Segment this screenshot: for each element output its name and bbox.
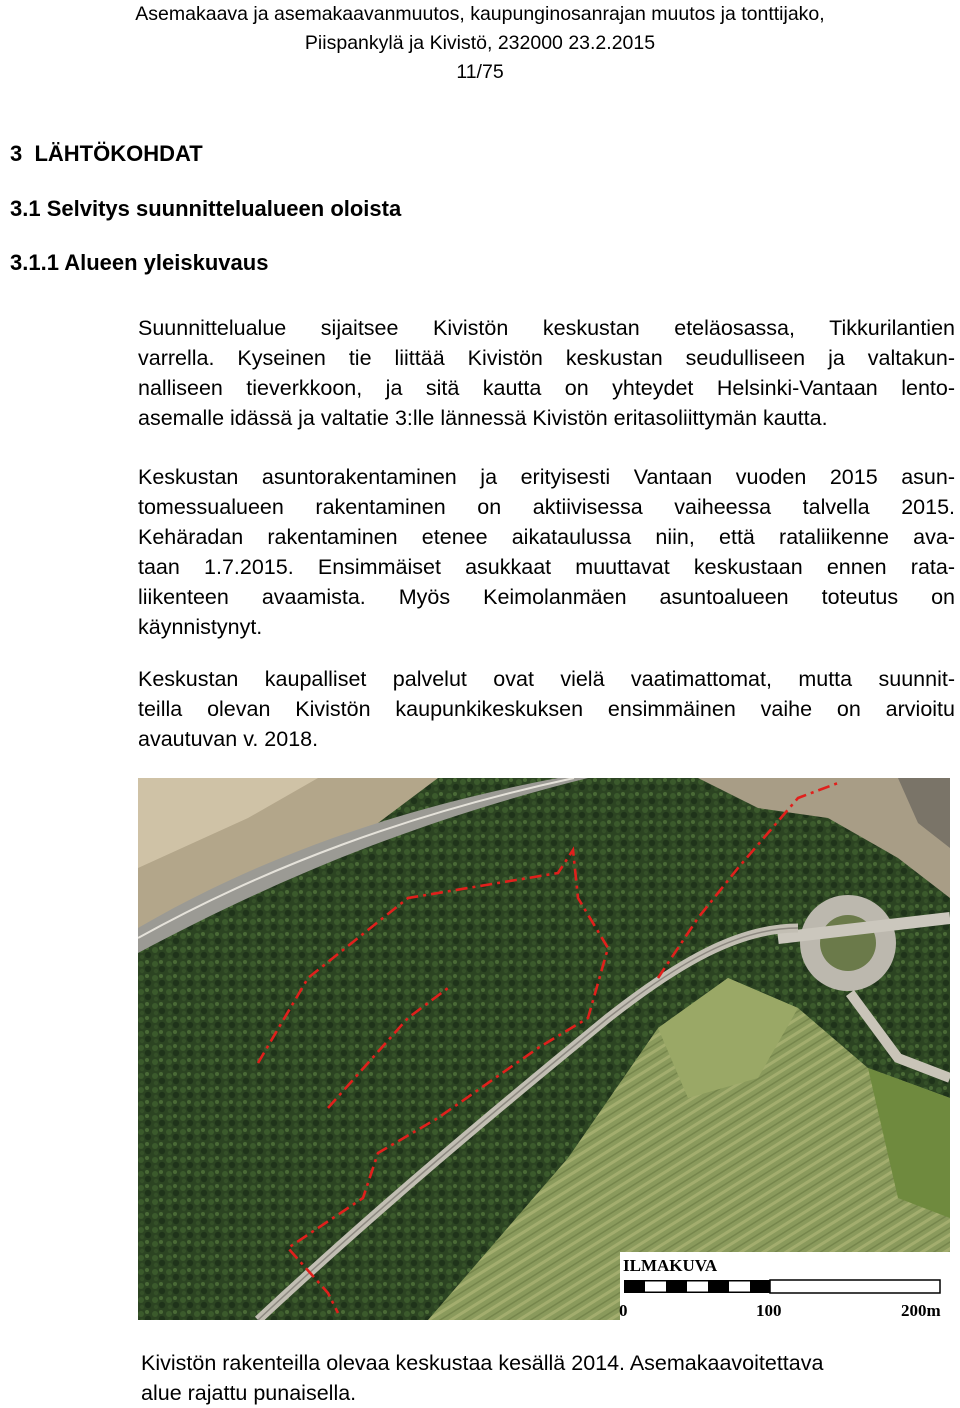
paragraph-line: Keskustan kaupalliset palvelut ovat vielä vaatimattomat, mutta suunnit- [138,667,955,691]
paragraph-line: liikenteen avaamista. Myös Keimolanmäen asuntoalueen toteutus on [138,585,955,609]
paragraph-construction [138,462,955,642]
paragraph-location [138,313,955,433]
page-number: 11/75 [456,61,504,83]
paragraph-line: tomessualueen rakentaminen on aktiivisessa vaiheessa talvella 2015. [138,495,955,519]
heading-yleiskuvaus: 3.1.1 Alueen yleiskuvaus [10,250,269,275]
caption-line: alue rajattu punaisella. [141,1381,357,1405]
scale-label-200m: 200m [901,1301,941,1320]
aerial-photo [138,778,950,1320]
paragraph-line: asemalle idässä ja valtatie 3:lle lännessä Kivistön eritasoliittymän kautta. [138,406,828,430]
paragraph-line: avautuvan v. 2018. [138,727,319,751]
scale-label-0: 0 [619,1301,628,1320]
paragraph-line: Kehäradan rakentaminen etenee aikataulussa niin, että rataliikenne ava- [138,525,955,549]
scale-label-100: 100 [756,1301,782,1320]
paragraph-line: Suunnittelualue sijaitsee Kivistön keskustan eteläosassa, Tikkurilantien [138,316,955,340]
document-header [0,0,960,87]
legend-title: ILMAKUVA [623,1256,718,1275]
paragraph-line: Keskustan asuntorakentaminen ja erityisesti Vantaan vuoden 2015 asun- [138,465,955,489]
paragraph-line: taan 1.7.2015. Ensimmäiset asukkaat muuttavat keskustaan ennen rata- [138,555,955,579]
caption-line: Kivistön rakenteilla olevaa keskustaa kesällä 2014. Asemakaavoitettava [141,1351,824,1375]
heading-selvitys: 3.1 Selvitys suunnittelualueen oloista [10,196,402,221]
image-caption [141,1348,956,1408]
heading-lahtokohdat: 3 LÄHTÖKOHDAT [10,141,203,166]
paragraph-line: nalliseen tieverkkoon, ja sitä kautta on yhteydet Helsinki-Vantaan lento- [138,376,955,400]
paragraph-line: varrella. Kyseinen tie liittää Kivistön keskustan seudulliseen ja valtakun- [138,346,955,370]
header-title-line2: Piispankylä ja Kivistö, 232000 23.2.2015 [304,32,656,54]
paragraph-line: teilla olevan Kivistön kaupunkikeskuksen ensimmäinen vaihe on arvioitu [138,697,955,721]
paragraph-line: käynnistynyt. [138,615,263,639]
paragraph-services [138,664,955,754]
header-title-line1: Asemakaava ja asemakaavanmuutos, kaupunginosanrajan muutos ja tonttijako, [135,3,825,25]
